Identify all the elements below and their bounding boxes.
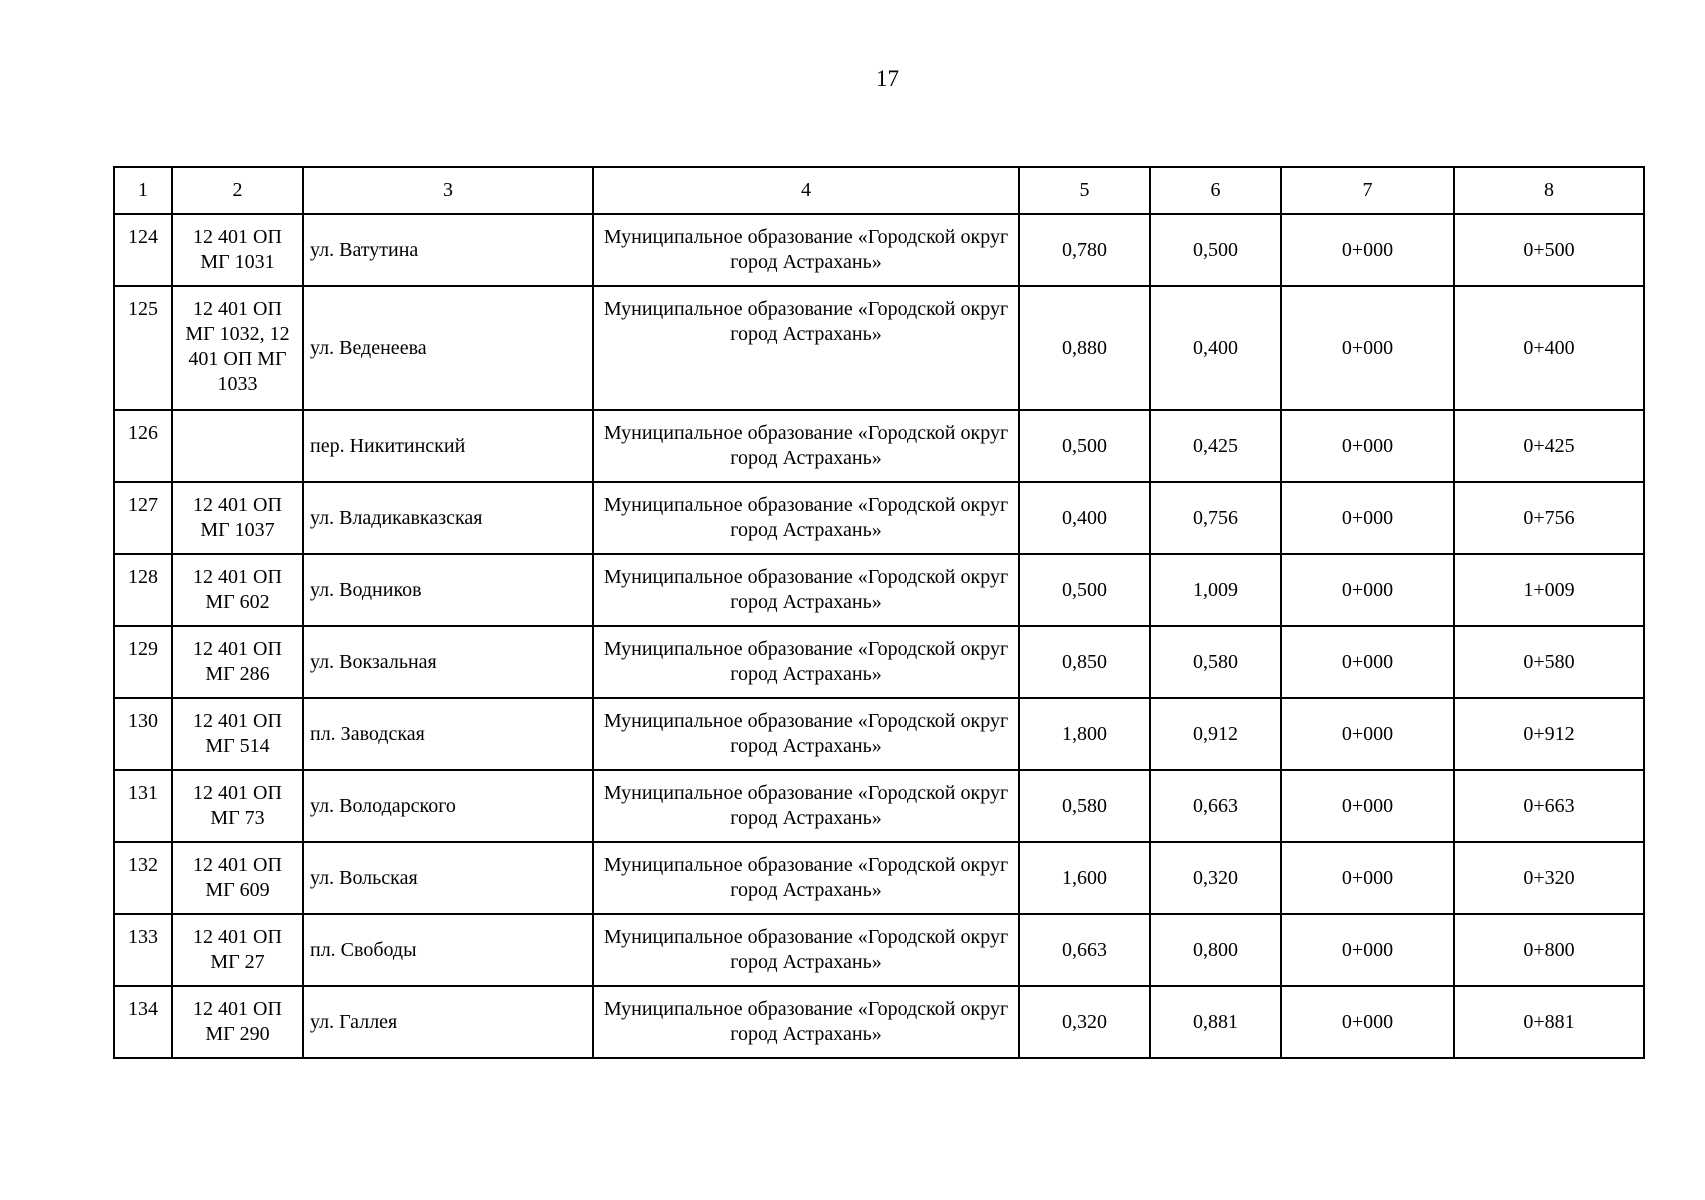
table-row	[114, 214, 1644, 286]
value-col-6: 0,881	[1150, 986, 1281, 1058]
road-owner: Муниципальное образование «Городской округ город Астрахань»	[593, 286, 1019, 410]
road-code: 12 401 ОП МГ 27	[172, 914, 303, 986]
road-name: ул. Водников	[303, 554, 593, 626]
value-col-6: 0,912	[1150, 698, 1281, 770]
road-name: ул. Веденеева	[303, 286, 593, 410]
row-number: 124	[114, 214, 172, 286]
row-number: 126	[114, 410, 172, 482]
roads-table	[113, 166, 1645, 1059]
row-number: 131	[114, 770, 172, 842]
value-col-6: 1,009	[1150, 554, 1281, 626]
header-cell-4: 4	[593, 167, 1019, 214]
road-code: 12 401 ОП МГ 1031	[172, 214, 303, 286]
road-name: ул. Ватутина	[303, 214, 593, 286]
value-col-5: 0,880	[1019, 286, 1150, 410]
value-col-8: 0+881	[1454, 986, 1644, 1058]
value-col-7: 0+000	[1281, 554, 1454, 626]
table-row	[114, 698, 1644, 770]
value-col-5: 0,500	[1019, 410, 1150, 482]
row-number: 128	[114, 554, 172, 626]
value-col-7: 0+000	[1281, 626, 1454, 698]
value-col-8: 1+009	[1454, 554, 1644, 626]
page-number: 17	[876, 66, 899, 91]
header-cell-2: 2	[172, 167, 303, 214]
value-col-8: 0+663	[1454, 770, 1644, 842]
row-number: 133	[114, 914, 172, 986]
road-name: ул. Вольская	[303, 842, 593, 914]
road-owner: Муниципальное образование «Городской округ город Астрахань»	[593, 554, 1019, 626]
value-col-7: 0+000	[1281, 770, 1454, 842]
value-col-7: 0+000	[1281, 482, 1454, 554]
table-row	[114, 626, 1644, 698]
table-row	[114, 842, 1644, 914]
road-owner: Муниципальное образование «Городской округ город Астрахань»	[593, 914, 1019, 986]
road-owner: Муниципальное образование «Городской округ город Астрахань»	[593, 482, 1019, 554]
road-name: пл. Заводская	[303, 698, 593, 770]
value-col-8: 0+912	[1454, 698, 1644, 770]
table-row	[114, 770, 1644, 842]
road-owner: Муниципальное образование «Городской округ город Астрахань»	[593, 698, 1019, 770]
value-col-5: 1,600	[1019, 842, 1150, 914]
road-code: 12 401 ОП МГ 609	[172, 842, 303, 914]
road-owner: Муниципальное образование «Городской округ город Астрахань»	[593, 626, 1019, 698]
road-name: ул. Владикавказская	[303, 482, 593, 554]
value-col-7: 0+000	[1281, 214, 1454, 286]
row-number: 125	[114, 286, 172, 410]
value-col-5: 1,800	[1019, 698, 1150, 770]
value-col-5: 0,780	[1019, 214, 1150, 286]
row-number: 134	[114, 986, 172, 1058]
header-cell-1: 1	[114, 167, 172, 214]
value-col-8: 0+580	[1454, 626, 1644, 698]
value-col-8: 0+320	[1454, 842, 1644, 914]
value-col-6: 0,663	[1150, 770, 1281, 842]
header-cell-8: 8	[1454, 167, 1644, 214]
table-row	[114, 286, 1644, 410]
value-col-7: 0+000	[1281, 842, 1454, 914]
value-col-8: 0+500	[1454, 214, 1644, 286]
value-col-6: 0,320	[1150, 842, 1281, 914]
road-code: 12 401 ОП МГ 1032, 12 401 ОП МГ 1033	[172, 286, 303, 410]
road-owner: Муниципальное образование «Городской округ город Астрахань»	[593, 770, 1019, 842]
value-col-8: 0+756	[1454, 482, 1644, 554]
value-col-5: 0,850	[1019, 626, 1150, 698]
table-row	[114, 986, 1644, 1058]
table-row	[114, 410, 1644, 482]
value-col-6: 0,425	[1150, 410, 1281, 482]
road-owner: Муниципальное образование «Городской округ город Астрахань»	[593, 410, 1019, 482]
road-code: 12 401 ОП МГ 514	[172, 698, 303, 770]
value-col-6: 0,400	[1150, 286, 1281, 410]
row-number: 129	[114, 626, 172, 698]
road-owner: Муниципальное образование «Городской округ город Астрахань»	[593, 214, 1019, 286]
road-name: пл. Свободы	[303, 914, 593, 986]
value-col-8: 0+425	[1454, 410, 1644, 482]
road-code: 12 401 ОП МГ 1037	[172, 482, 303, 554]
row-number: 132	[114, 842, 172, 914]
road-name: ул. Галлея	[303, 986, 593, 1058]
value-col-6: 0,800	[1150, 914, 1281, 986]
road-owner: Муниципальное образование «Городской округ город Астрахань»	[593, 842, 1019, 914]
header-cell-5: 5	[1019, 167, 1150, 214]
header-cell-7: 7	[1281, 167, 1454, 214]
value-col-6: 0,500	[1150, 214, 1281, 286]
road-name: ул. Вокзальная	[303, 626, 593, 698]
value-col-7: 0+000	[1281, 410, 1454, 482]
value-col-5: 0,500	[1019, 554, 1150, 626]
row-number: 127	[114, 482, 172, 554]
value-col-5: 0,400	[1019, 482, 1150, 554]
value-col-7: 0+000	[1281, 986, 1454, 1058]
road-name: пер. Никитинский	[303, 410, 593, 482]
value-col-6: 0,580	[1150, 626, 1281, 698]
table-row	[114, 554, 1644, 626]
value-col-8: 0+800	[1454, 914, 1644, 986]
table-row	[114, 482, 1644, 554]
header-cell-3: 3	[303, 167, 593, 214]
header-cell-6: 6	[1150, 167, 1281, 214]
road-code: 12 401 ОП МГ 73	[172, 770, 303, 842]
road-code: 12 401 ОП МГ 286	[172, 626, 303, 698]
road-name: ул. Володарского	[303, 770, 593, 842]
value-col-7: 0+000	[1281, 698, 1454, 770]
header-row	[114, 167, 1644, 214]
value-col-5: 0,320	[1019, 986, 1150, 1058]
road-code: 12 401 ОП МГ 290	[172, 986, 303, 1058]
value-col-5: 0,580	[1019, 770, 1150, 842]
road-code: 12 401 ОП МГ 602	[172, 554, 303, 626]
table-row	[114, 914, 1644, 986]
value-col-6: 0,756	[1150, 482, 1281, 554]
value-col-7: 0+000	[1281, 286, 1454, 410]
road-code	[172, 410, 303, 482]
row-number: 130	[114, 698, 172, 770]
value-col-8: 0+400	[1454, 286, 1644, 410]
road-owner: Муниципальное образование «Городской округ город Астрахань»	[593, 986, 1019, 1058]
value-col-7: 0+000	[1281, 914, 1454, 986]
value-col-5: 0,663	[1019, 914, 1150, 986]
